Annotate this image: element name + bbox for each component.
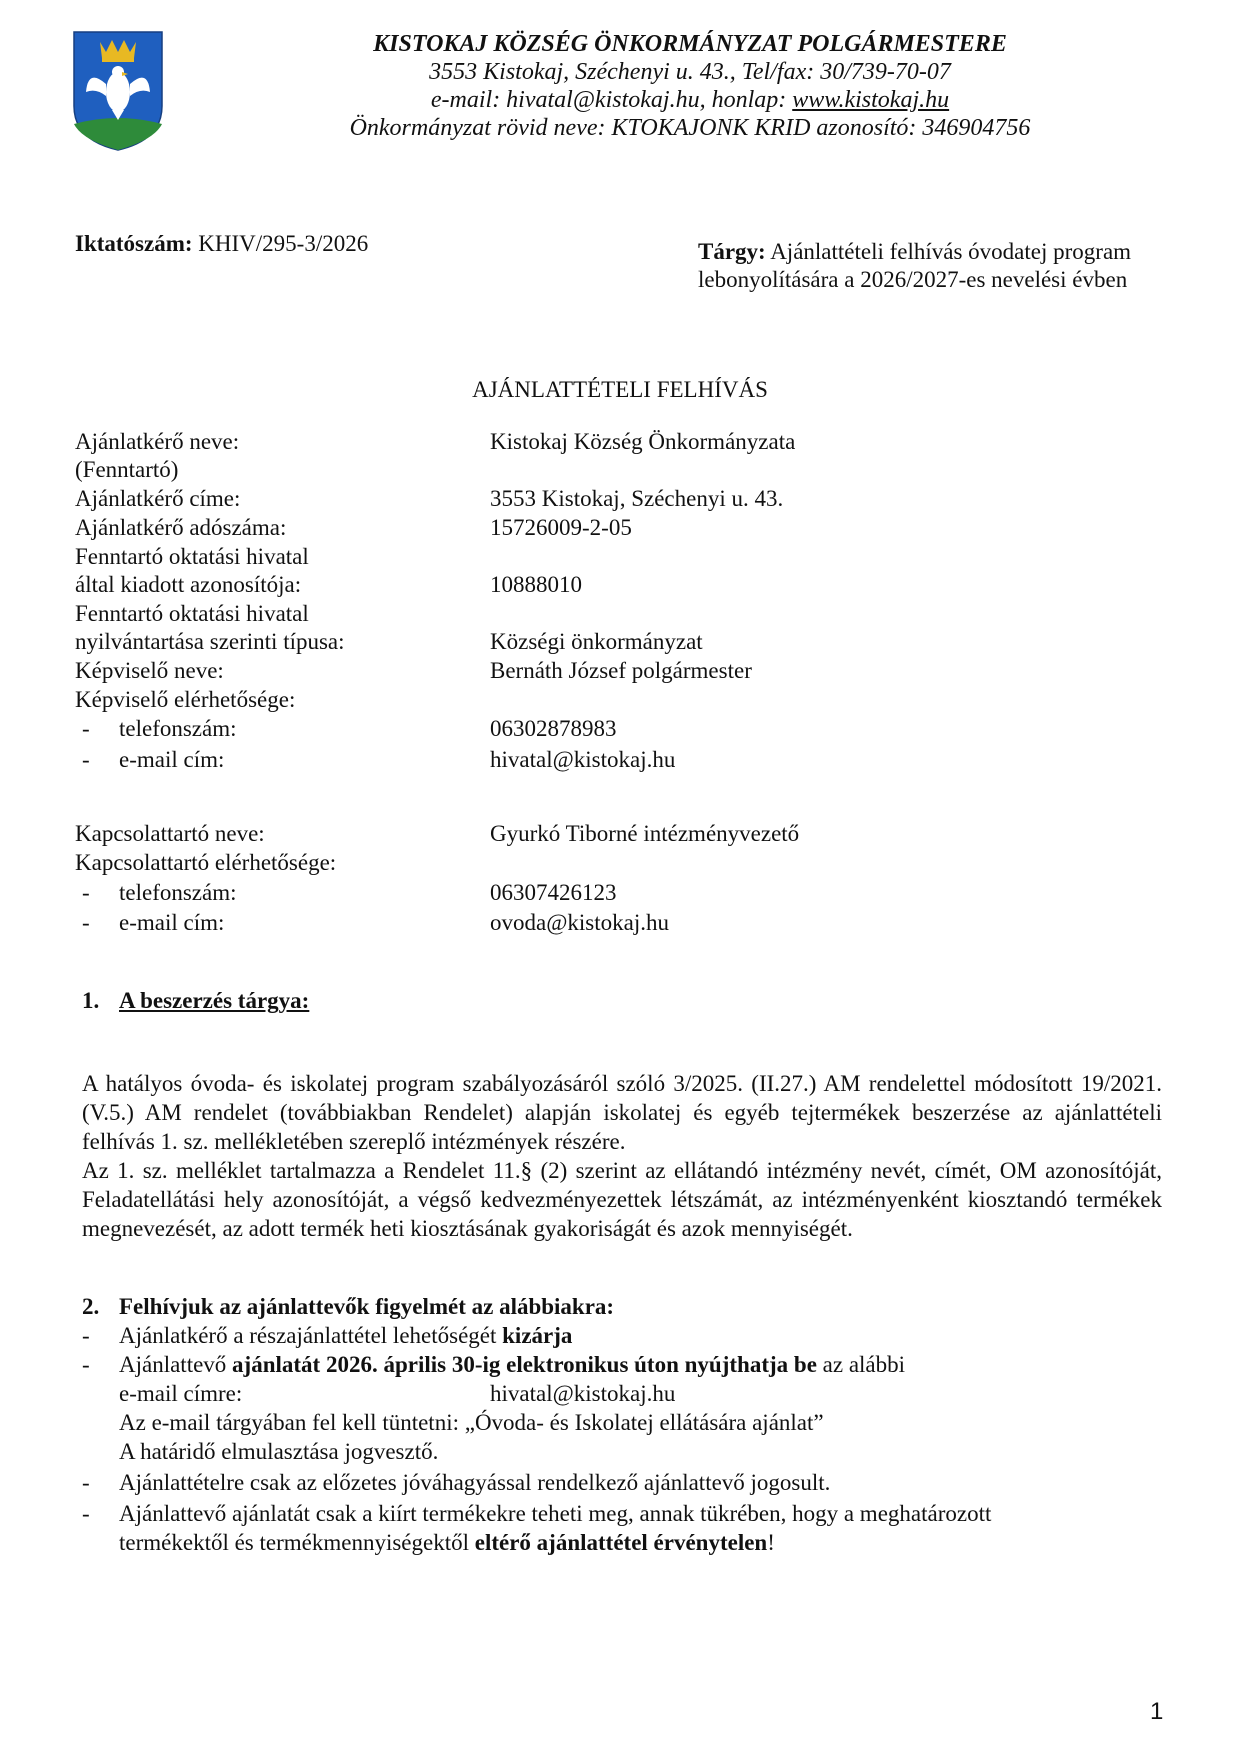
- reference-number: [75, 230, 368, 258]
- item-4-post: !: [767, 1530, 775, 1555]
- requester-name-label: Ajánlatkérő neve:: [75, 429, 240, 454]
- representative-phone-value: 06302878983: [490, 716, 617, 741]
- representative-phone-label: telefonszám:: [119, 716, 237, 741]
- section-2-item-2: [119, 1350, 905, 1379]
- section-2-item-4-line-2: [119, 1528, 775, 1557]
- reference-number-value: KHIV/295-3/2026: [192, 231, 369, 256]
- reference-number-label: Iktatószám:: [75, 231, 193, 256]
- contact-person-name-label: Kapcsolattartó neve:: [75, 821, 265, 846]
- registry-type-label-1: Fenntartó oktatási hivatal: [75, 601, 309, 626]
- list-dash: -: [82, 1352, 90, 1377]
- header-krid: Önkormányzat rövid neve: KTOKAJONK KRID azonosító: 346904756: [349, 115, 1031, 141]
- item-2-post: az alábbi: [816, 1352, 906, 1377]
- section-2-title: Felhívjuk az ajánlattevők figyelmét az alábbiakra:: [119, 1294, 615, 1319]
- item-2-bold: ajánlatát 2026. április 30-ig elektronikus úton nyújthatja be: [232, 1352, 817, 1377]
- contact-person-contact-label: Kapcsolattartó elérhetősége:: [75, 850, 337, 875]
- subject-label: Tárgy:: [698, 239, 766, 264]
- representative-email-value: hivatal@kistokaj.hu: [490, 747, 676, 772]
- item-1-text: Ajánlatkérő a részajánlattétel lehetőségét: [119, 1323, 503, 1348]
- office-id-label-1: Fenntartó oktatási hivatal: [75, 544, 309, 569]
- requester-address-label: Ajánlatkérő címe:: [75, 486, 241, 511]
- office-id-label-2: által kiadott azonosítója:: [75, 572, 302, 597]
- header-address: 3553 Kistokaj, Széchenyi u. 43., Tel/fax: 30/739-70-07: [429, 59, 951, 85]
- tax-number-value: 15726009-2-05: [490, 515, 632, 540]
- maintainer-label: (Fenntartó): [75, 457, 179, 482]
- tax-number-label: Ajánlatkérő adószáma:: [75, 515, 287, 540]
- item-2-text: Ajánlattevő: [119, 1352, 233, 1377]
- section-1-number: 1.: [82, 988, 100, 1013]
- page-number: 1: [1150, 1698, 1164, 1725]
- contact-person-name-value: Gyurkó Tiborné intézményvezető: [490, 821, 800, 846]
- item-2-deadline: A határidő elmulasztása jogvesztő.: [119, 1439, 439, 1464]
- list-dash: -: [82, 1470, 90, 1495]
- registry-type-value: Községi önkormányzat: [490, 629, 703, 654]
- section-2-item-1: [119, 1321, 572, 1350]
- office-id-value: 10888010: [490, 572, 582, 597]
- list-dash: -: [82, 1323, 90, 1348]
- website-link[interactable]: www.kistokaj.hu: [792, 87, 950, 113]
- header-email: e-mail: hivatal@kistokaj.hu, honlap:: [430, 87, 793, 113]
- section-2-number: 2.: [82, 1294, 100, 1319]
- list-dash: -: [82, 880, 90, 905]
- contact-person-phone-value: 06307426123: [490, 880, 617, 905]
- item-4-text: termékektől és termékmennyiségektől: [119, 1530, 475, 1555]
- representative-name-label: Képviselő neve:: [75, 658, 224, 683]
- header-title: KISTOKAJ KÖZSÉG ÖNKORMÁNYZAT POLGÁRMESTERE: [373, 31, 1007, 57]
- item-2-email-label: e-mail címre:: [119, 1381, 243, 1406]
- registry-type-label-2: nyilvántartása szerinti típusa:: [75, 629, 345, 654]
- subject: [698, 238, 1178, 294]
- header-contact: [190, 86, 1190, 114]
- contact-person-phone-label: telefonszám:: [119, 880, 237, 905]
- section-2-item-4-line-1: Ajánlattevő ajánlatát csak a kiírt termékekre teheti meg, annak tükrében, hogy a meghatározott: [119, 1501, 992, 1526]
- subject-line-1: Ajánlattételi felhívás óvodatej program: [765, 239, 1132, 264]
- list-dash: -: [82, 1501, 90, 1526]
- representative-email-label: e-mail cím:: [119, 747, 225, 772]
- representative-contact-label: Képviselő elérhetősége:: [75, 687, 296, 712]
- list-dash: -: [82, 910, 90, 935]
- document-title: AJÁNLATTÉTELI FELHÍVÁS: [472, 377, 768, 402]
- list-dash: -: [82, 747, 90, 772]
- item-4-bold: eltérő ajánlattétel érvénytelen: [474, 1530, 768, 1555]
- requester-name-value: Kistokaj Község Önkormányzata: [490, 429, 796, 454]
- requester-address-value: 3553 Kistokaj, Széchenyi u. 43.: [490, 486, 784, 511]
- section-1-title: A beszerzés tárgya:: [119, 988, 310, 1013]
- contact-person-email-label: e-mail cím:: [119, 910, 225, 935]
- item-1-bold: kizárja: [502, 1323, 573, 1348]
- section-2-item-3: Ajánlattételre csak az előzetes jóváhagyással rendelkező ajánlattevő jogosult.: [119, 1470, 831, 1495]
- coat-of-arms-icon: [70, 28, 166, 152]
- item-2-email-value: hivatal@kistokaj.hu: [490, 1381, 676, 1406]
- section-1-paragraph: A hatályos óvoda- és iskolatej program szabályozásáról szóló 3/2025. (II.27.) AM rendelettel módosított 19/2021. (V.5.) AM rendelet (továbbiakban Rendelet) alapján iskolatej és egyéb tejtermékek beszerzése az ajánlattételi felhívás 1. sz. mellékletében szereplő intézmények részére.: [82, 1071, 1162, 1154]
- subject-line-2: lebonyolítására a 2026/2027-es nevelési évben: [698, 267, 1128, 292]
- section-1-paragraph-2: Az 1. sz. melléklet tartalmazza a Rendelet 11.§ (2) szerint az ellátandó intézmény nevét, címét, OM azonosítóját, Feladatellátási hely azonosítóját, a végső kedvezményezettek létszámát, az intézményenként kiosztandó termékek megnevezését, az adott termék heti kiosztásának gyakoriságát és azok mennyiségét.: [82, 1158, 1162, 1241]
- list-dash: -: [82, 716, 90, 741]
- contact-person-email-value: ovoda@kistokaj.hu: [490, 910, 669, 935]
- representative-name-value: Bernáth József polgármester: [490, 658, 752, 683]
- item-2-subject: Az e-mail tárgyában fel kell tüntetni: „Óvoda- és Iskolatej ellátására ajánlat”: [119, 1410, 824, 1435]
